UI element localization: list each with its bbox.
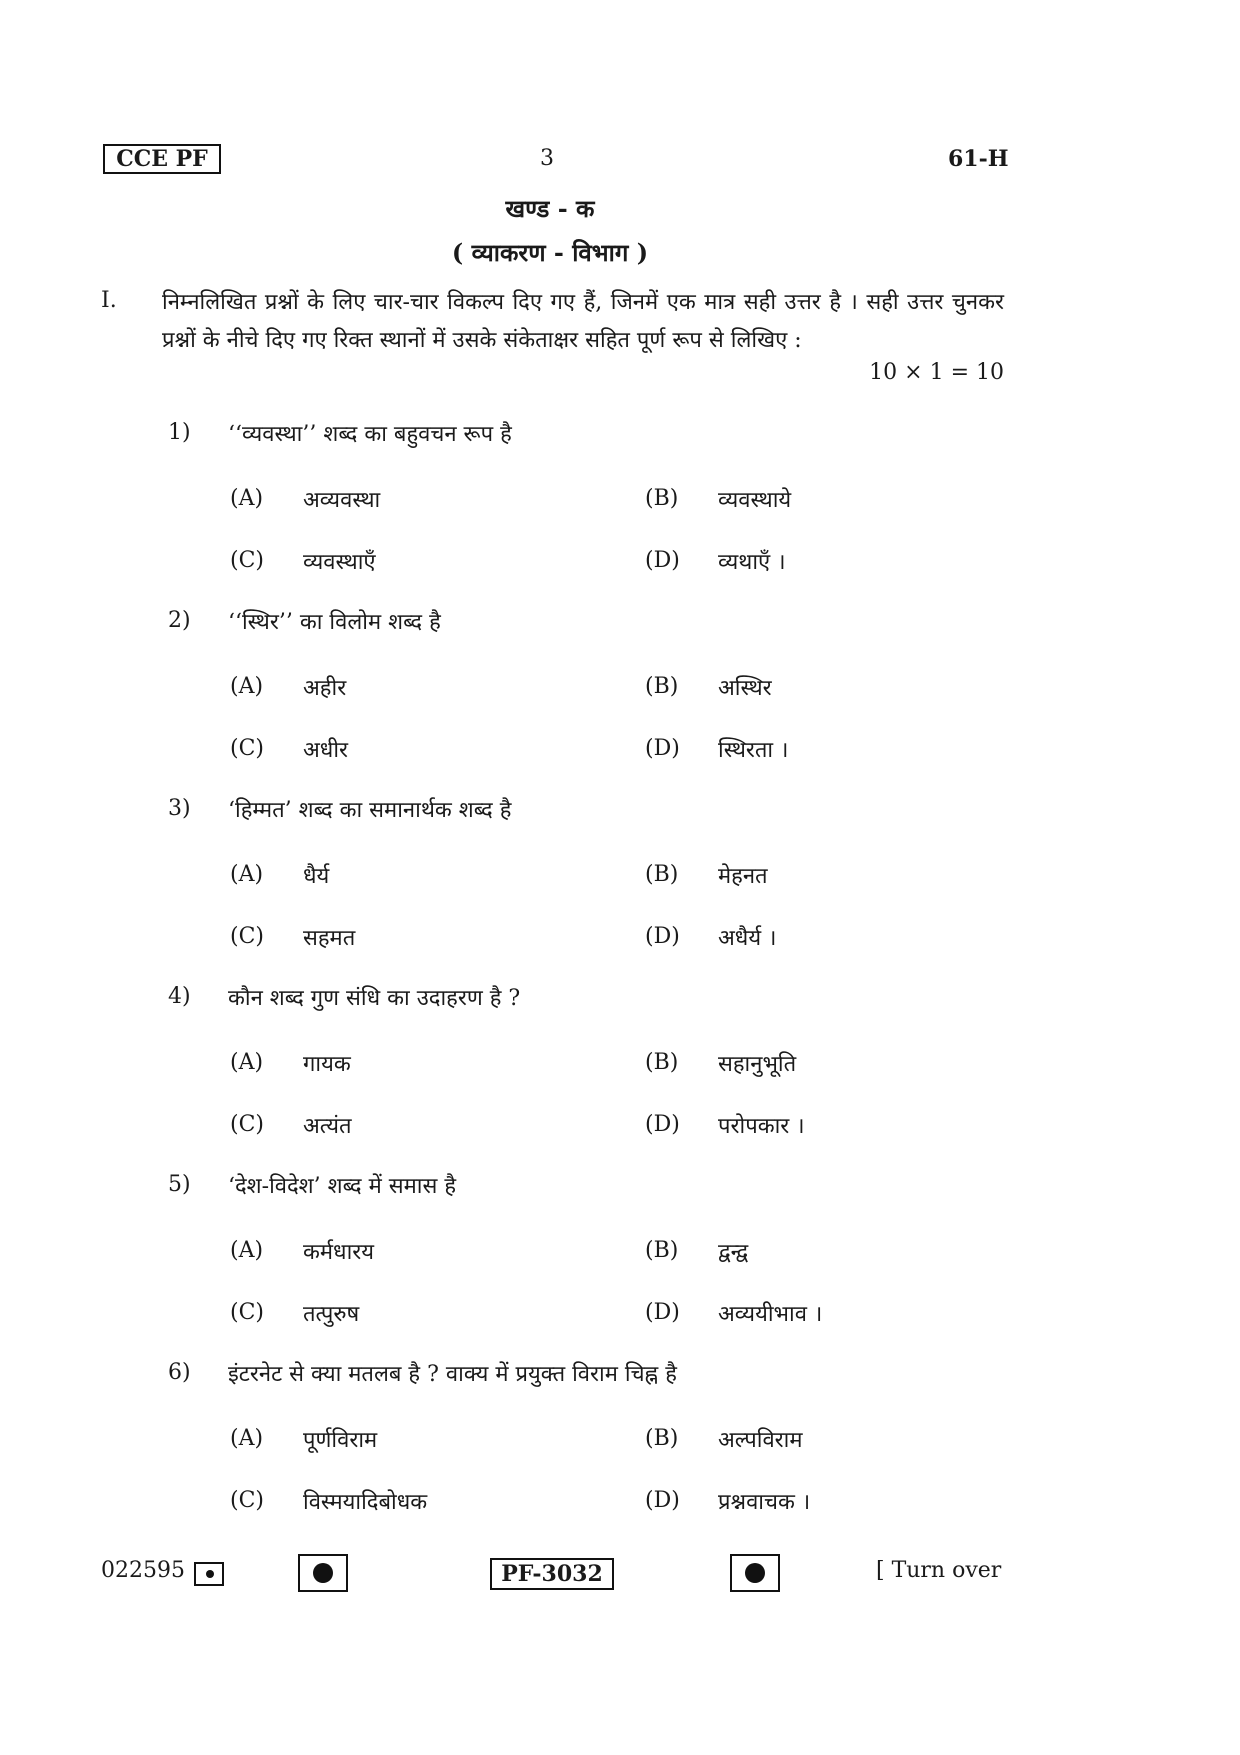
option-label: (C) [230,1112,264,1137]
option-label: (C) [230,1300,264,1325]
option-label: (C) [230,924,264,949]
option-label: (B) [645,1426,679,1451]
question-number: 1) [168,420,191,445]
option-text: अधीर [303,738,349,763]
option-text: अधैर्य । [718,926,777,951]
option-text: सहानुभूति [718,1052,797,1077]
option-text: प्रश्नवाचक । [718,1490,811,1515]
question-text: इंटरनेट से क्या मतलब है ? वाक्य में प्रयुक्त विराम चिह्न है [228,1362,677,1387]
option-label: (B) [645,862,679,887]
question-number: 3) [168,796,191,821]
option-text: व्यथाएँ । [718,550,786,575]
option-label: (C) [230,1488,264,1513]
option-text: स्थिरता । [718,738,789,763]
option-text: अस्थिर [718,676,772,701]
option-text: पूर्णविराम [303,1428,378,1453]
instruction-text: निम्नलिखित प्रश्नों के लिए चार-चार विकल्प दिए गए हैं, जिनमें एक मात्र सही उत्तर है । सही उत्तर चुनकर प्रश्नों के नीचे दिए गए रिक्त स्थानों में उसके संकेताक्षर सहित पूर्ण रूप से लिखिए : [162,290,1004,353]
option-label: (A) [230,1426,264,1451]
option-text: द्वन्द्व [718,1240,749,1265]
option-label: (B) [645,674,679,699]
option-text: मेहनत [718,864,768,889]
option-label: (A) [230,1238,264,1263]
question-number: 6) [168,1360,191,1385]
option-text: अत्यंत [303,1114,352,1139]
option-label: (D) [645,548,680,573]
option-text: व्यवस्थाये [718,488,792,513]
question-text: ‘‘व्यवस्था’’ शब्द का बहुवचन रूप है [228,422,512,447]
option-label: (C) [230,548,264,573]
question-number: 4) [168,984,191,1009]
option-label: (A) [230,1050,264,1075]
question-group-number: I. [101,288,117,313]
option-text: कर्मधारय [303,1240,375,1265]
option-label: (B) [645,1238,679,1263]
question-number: 5) [168,1172,191,1197]
question-text: कौन शब्द गुण संधि का उदाहरण है ? [228,986,521,1011]
option-label: (D) [645,924,680,949]
option-label: (C) [230,736,264,761]
option-text: अहीर [303,676,347,701]
option-label: (D) [645,736,680,761]
option-label: (B) [645,1050,679,1075]
section-subtitle: ( व्याकरण - विभाग ) [451,238,649,267]
subject-code: 61-H [948,146,1009,172]
serial-number: 022595 [101,1558,185,1583]
option-text: अव्यवस्था [303,488,381,513]
option-label: (B) [645,486,679,511]
question-number: 2) [168,608,191,633]
option-text: परोपकार । [718,1114,805,1139]
registration-mark-right [730,1554,780,1592]
paper-code-box: CCE PF [103,144,221,174]
option-text: तत्पुरुष [303,1302,360,1327]
question-text: ‘हिम्मत’ शब्द का समानार्थक शब्द है [228,798,512,823]
registration-mark-small [194,1562,224,1586]
question-text: ‘‘स्थिर’’ का विलोम शब्द है [228,610,441,635]
option-text: अव्ययीभाव । [718,1302,823,1327]
paper-code-footer: PF-3032 [490,1558,614,1590]
option-label: (A) [230,486,264,511]
option-label: (D) [645,1300,680,1325]
option-label: (A) [230,862,264,887]
page-number: 3 [540,146,554,171]
option-text: व्यवस्थाएँ [303,550,376,575]
option-text: विस्मयादिबोधक [303,1490,428,1515]
marks-allocation: 10 × 1 = 10 [869,360,1004,385]
section-title: खण्ड - क [505,194,595,223]
option-text: धैर्य [303,864,330,889]
option-label: (D) [645,1488,680,1513]
option-label: (A) [230,674,264,699]
question-text: ‘देश-विदेश’ शब्द में समास है [228,1174,457,1199]
option-text: सहमत [303,926,356,951]
option-label: (D) [645,1112,680,1137]
option-text: अल्पविराम [718,1428,803,1453]
registration-mark-left [298,1554,348,1592]
option-text: गायक [303,1052,351,1077]
turn-over-note: [ Turn over [876,1558,1002,1583]
